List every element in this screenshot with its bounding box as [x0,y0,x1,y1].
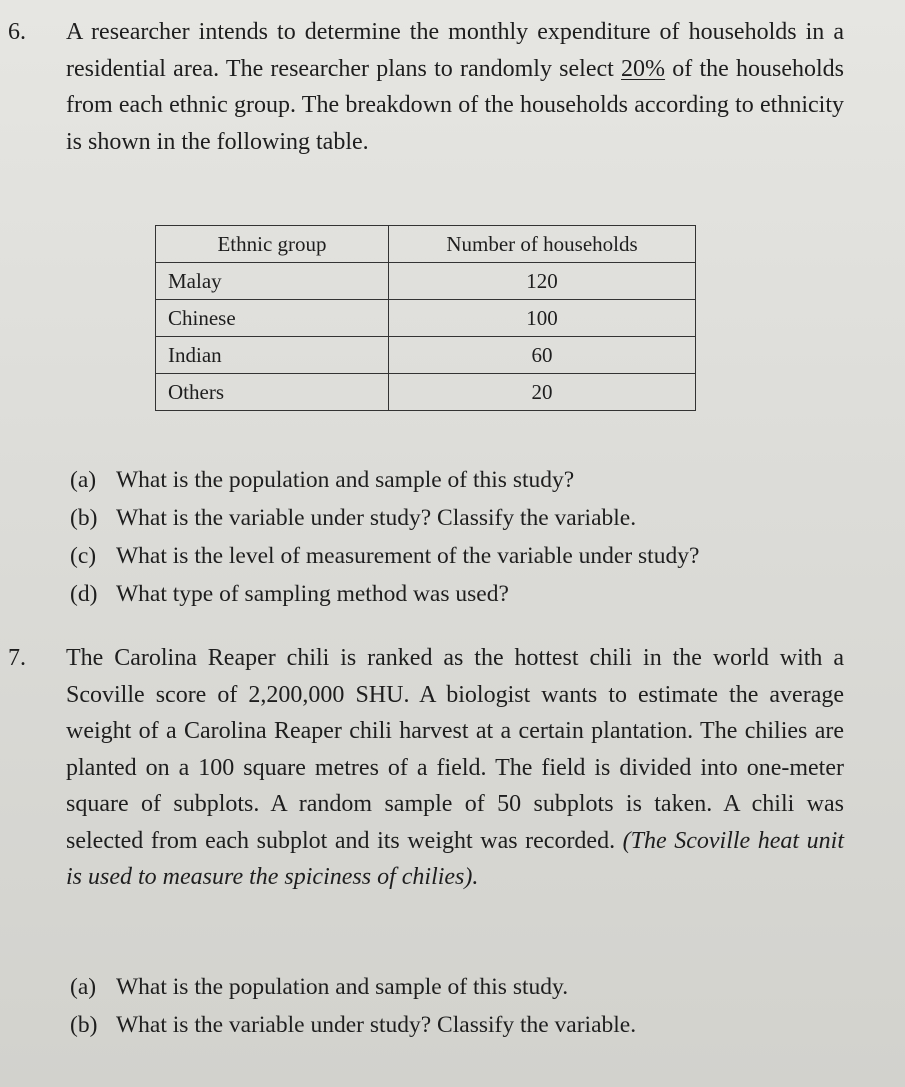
part-label: (a) [70,467,97,493]
question-6-part-b [70,499,870,537]
question-7-text [66,640,844,896]
table-cell-count: 60 [389,337,696,374]
part-label: (a) [70,974,97,1000]
table-header-ethnic-group: Ethnic group [156,226,389,263]
table-cell-count: 20 [389,374,696,411]
question-6-part-c [70,537,870,575]
table-cell-group: Chinese [156,300,389,337]
part-text: What is the population and sample of this study. [116,974,569,1000]
question-6-part-a [70,461,870,499]
question-6-underlined-percent: 20% [621,55,666,82]
question-7-part-b [70,1006,870,1044]
table-header-households: Number of households [389,226,696,263]
question-7-italic-note: (The Scoville heat unit is used to measure the spiciness of chilies). [66,827,845,890]
question-6-text-part-1: A researcher intends to determine the monthly expenditure of households in a residential area. The researcher plans to randomly select [66,19,844,82]
part-label: (b) [70,505,98,531]
question-7 [0,640,905,896]
table-row [156,337,696,374]
question-6-text [66,14,844,160]
question-7-number: 7. [8,645,26,671]
table-cell-group: Malay [156,263,389,300]
ethnicity-table [155,225,696,411]
table-row [156,300,696,337]
question-7-body: The Carolina Reaper chili is ranked as the hottest chili in the world with a Scoville score of 2,200,000 SHU. A biologist wants to estimate the average weight of a Carolina Reaper chili harvest at a certain plantation. The chilies are planted on a 100 square metres of a field. The field is divided into one-meter square of subplots. A random sample of 50 subplots is taken. A chili was selected from each subplot and its weight was recorded. [66,645,844,854]
table-row [156,263,696,300]
table-cell-count: 100 [389,300,696,337]
part-text: What is the variable under study? Classify the variable. [116,1012,637,1038]
part-text: What type of sampling method was used? [116,581,509,607]
question-6-part-d [70,575,870,613]
question-6-text-part-2: of the households from each ethnic group. The breakdown of the households according to ethnicity is shown in the following table. [66,55,845,155]
table-cell-group: Indian [156,337,389,374]
question-6 [0,14,905,160]
table-row [156,374,696,411]
part-label: (d) [70,581,98,607]
table-header-row [156,226,696,263]
part-text: What is the population and sample of this study? [116,467,575,493]
part-text: What is the level of measurement of the variable under study? [116,543,700,569]
table-cell-count: 120 [389,263,696,300]
question-6-number: 6. [8,19,26,45]
part-label: (c) [70,543,97,569]
question-7-part-a [70,968,870,1006]
table-cell-group: Others [156,374,389,411]
part-text: What is the variable under study? Classify the variable. [116,505,637,531]
part-label: (b) [70,1012,98,1038]
